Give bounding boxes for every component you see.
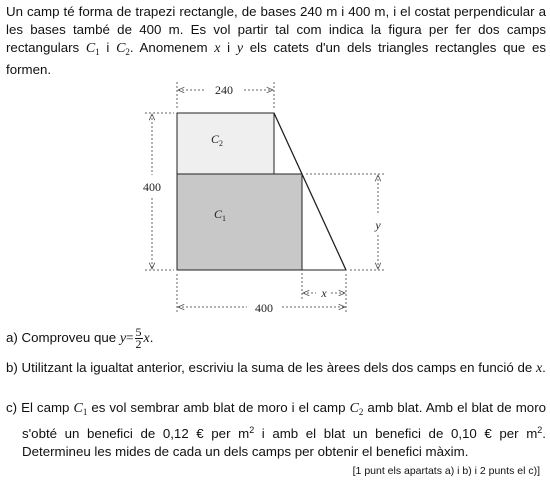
question-a <box>6 327 546 350</box>
statement-text: els catets d'un dels triangles rectangles que es formen. <box>6 40 546 77</box>
statement-text: . Anomenem <box>129 40 215 55</box>
question-c-text: c) El camp <box>6 400 74 415</box>
field-c1 <box>177 174 302 270</box>
fraction-five-halves: $\frac{5}{2}$ <box>135 325 142 351</box>
bottom-dim-label: 400 <box>255 301 273 315</box>
superscript: 2 <box>249 425 255 435</box>
c1-symbol: $C_1$ <box>85 41 100 57</box>
question-c-text: . Determineu les mides de cada un dels camps per obtenir el benefici màxim. <box>22 426 546 459</box>
statement-text: i <box>220 40 237 55</box>
equals-sign: = <box>126 330 134 346</box>
statement-text: Un camp té forma de trapezi rectangle, de bases 240 m i 400 m, i el costat perpendicular a les bases també de 400 m. Es vol partir tal com indica la figura per fer dos camps rectangulars <box>6 4 546 55</box>
c1-symbol: $C_1$ <box>73 401 88 417</box>
x-symbol: x <box>535 361 543 376</box>
question-b-text: b) Utilitzant la igualtat anterior, escriviu la suma de les àrees dels dos camps en funció de <box>6 360 536 375</box>
x-symbol: x <box>143 331 150 347</box>
y-symbol: y <box>236 41 244 56</box>
question-c-text: amb blat. Amb el blat de moro s'obté un benefici de 0,12 € per m <box>22 400 547 441</box>
c2-symbol: $C_2$ <box>349 401 364 417</box>
c2-symbol: $C_2$ <box>116 41 130 57</box>
question-b <box>6 359 546 378</box>
x-dim-label: x <box>321 286 327 300</box>
c2-label: $C_2$ <box>211 132 224 148</box>
superscript: 2 <box>537 425 543 435</box>
question-a-text: a) Comproveu que <box>6 330 120 346</box>
question-c <box>6 399 546 461</box>
scoring-note: [1 punt els apartats a) i b) i 2 punts el c)] <box>352 465 540 477</box>
left-dim-label: 400 <box>143 180 161 194</box>
c1-label: $C_1$ <box>214 207 227 223</box>
question-c-text: es vol sembrar amb blat de moro i el camp <box>87 400 350 415</box>
y-symbol: y <box>119 331 127 347</box>
y-dim-label: y <box>375 218 381 232</box>
period: . <box>149 330 154 346</box>
question-c-text: i amb el blat un benefici de 0,10 € per m <box>254 426 538 441</box>
statement-text: i <box>99 40 117 55</box>
top-dim-label: 240 <box>215 83 233 97</box>
period: . <box>542 360 546 375</box>
x-symbol: x <box>214 41 221 56</box>
field-c2 <box>177 113 274 174</box>
